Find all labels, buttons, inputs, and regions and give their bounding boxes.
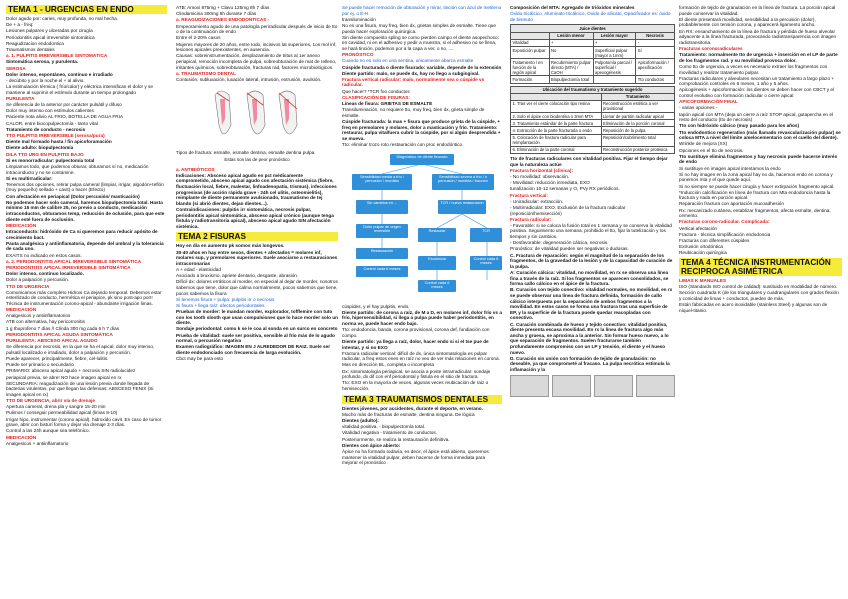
text-line: Reubicación quirúrgica (679, 250, 727, 256)
text-line: Vitalidad negativa - tratamiento de conductos. (342, 430, 438, 436)
text-line: Tto: endodoncia, banda, corona provisional, corona def, fundiación con compo. (342, 327, 490, 338)
text-line: Tto de fracturas radiculares con vitalidad positiva. Fijar el tiempo dejar que la naturaleza actúe (510, 156, 668, 167)
text-line: Cbct may be para esto (176, 356, 224, 362)
text-line: Cúspide fracturada o diente fisurado: variable, depende de la extensión (342, 64, 502, 70)
flow-r1: TCR / nueva restauración (438, 200, 486, 214)
table-title: Juice dientes (511, 25, 675, 32)
text-line: Dolor intenso, continuo localizado. (6, 271, 84, 277)
table-cell: Eliminación de la porción coronal (601, 120, 674, 127)
section-title-tema-2: TEMA 2 FISURAS (176, 232, 338, 241)
text-line: Se diferencia de la anterior por carácter pulsátil y difuso (6, 102, 122, 108)
column-2-text-top (176, 5, 338, 82)
flow-r3: TCR (470, 228, 502, 242)
table-row (511, 59, 675, 76)
text-line: - Uniradicular: extracción. (510, 198, 564, 204)
text-line: SECUNDARIA: reagudización de una lesión previa donde llegada de bacterias virulentas, por que llegan las defensas: ABSCESO FENIX (Si imagen apical en rx) (6, 380, 154, 397)
text-line: Dx: sintomatología periapical, se asocia a poste intrarradicular: sondaje profundo, dx dif con enf periodontal y fistula en el sitio de fractura. (342, 368, 491, 380)
table-cell: 4. Extracción de la parte fracturada o endo (511, 127, 602, 134)
text-line: DILA TTO URG EN PULPITIS BAJO (6, 151, 84, 157)
text-line: No es una fisura, muy freq, bien dx, grietas simples de esmalte. Tiene que pueda hacer exploración quirúrgica. (342, 22, 496, 34)
table-column-header (511, 32, 550, 39)
table-column-header: Necrosis (636, 32, 675, 39)
column-4 (510, 5, 675, 595)
text-line: Mucho más de fracturas de esmalte, dentina ninguna. De lógica (342, 411, 475, 417)
text-line: LIMAS K MANUALES (679, 277, 727, 283)
text-line: Fractura radicular: (510, 216, 552, 222)
text-line: Paciente nota alivio AL FRIO, BOTELLA DE AGUA FRIA (6, 114, 124, 120)
table-cell: Recubrimiento pulpar directo (MTA) / CaOH (549, 59, 593, 76)
text-line: Óxido tricálcico, Aluminato tricálcico, Óxido de silicato, Opacificador es: óxido de bismuto (510, 11, 671, 22)
table-cell: + (549, 39, 593, 46)
table-cell: Formación (511, 76, 550, 83)
text-line: ISO (Standards ISO control de calidad): sustituido en modalidad de número. (679, 284, 838, 290)
table-row (511, 134, 675, 146)
text-line: MEDICACIÓN (6, 434, 37, 440)
text-line: - varias opciones - (679, 105, 718, 111)
text-line: Si fisura + llega raíz: afectos periodontales (176, 302, 265, 308)
text-line: Si no siempre se puede hacer cirugía y hacer extirpación fragmento apical. (679, 183, 835, 189)
text-line: Asociado a bruxismo, apriete dentario, desgaste, abrasión. (176, 273, 299, 279)
text-line: Extrusión ortodóntica (679, 244, 724, 250)
text-line: Si tenemos fisura + pulpa: pulpitis irr o necrosis (176, 296, 275, 302)
table-cell: No (549, 46, 593, 58)
text-line: Control a las 24h aunque sea telefónico. (6, 428, 90, 434)
text-line: - Favorable: si se coloca la fusión total en 1 semana y se conserva la vitalidad positiva. Seguimiento una semana, prohibido el tto, fijar la tutelización y los tiempos y sin cambios. (510, 222, 672, 240)
table-row (511, 100, 675, 112)
table-row (511, 146, 675, 153)
text-line: A: Curación cálcica: vitalidad, no movilidad, en rx se observa una línea fina a través de la raíz. Si los fragmentos se aparecen consolidados, se forma callo cálcico en el ápice de la fractura. (510, 270, 669, 287)
text-line: B. Curación con tejido conectivo: vitalidad normales, no movilidad, en rx se puede observar una línea de fractura definida, formación de callo cálcico interpuesta por la separación de ambos fragmentos a la movilidad. En estos casos se forma una fractura tras una superficie de EP, y la superficie de la fractura puede quedar reacopladas con conectivo. (510, 287, 673, 321)
text-line: Fractura - técnica simplificación endodoncia (679, 231, 771, 237)
text-line: periapical previa, se abre! NO hace imagen apical en rx (6, 374, 122, 380)
flow-l2: Dolor pulpar de origen reversible (356, 224, 408, 238)
text-line: Clindamicina 300mg 6h durante 7 días (176, 11, 257, 17)
text-line: Fractura radicular vertical: difícil de dx, única sintomatología es pulpar radicular, a freq estos enes en raíz no veo de ver más relaciones en corona. (342, 350, 500, 362)
tooth-caption (176, 150, 338, 156)
table-cell: Biopulpectomía total (549, 76, 593, 83)
text-line: Limpiamos todo, que podemos obturar, obturamos sí no, medicación intraconducto y no se contamine. (6, 163, 149, 175)
text-line: Examen radiográfico: IMAGEN EN J ALREDEDOR DE RAIZ. Suele ser diente endodonciado con frecuencia de larga evolución. (176, 344, 331, 355)
text-line: transiluminación (342, 16, 376, 22)
section-title-tema-1: TEMA 1 - URGENCIAS EN ENDO (6, 5, 167, 14)
text-line: Fracturas radiculares y alveolares necesitan un tratamiento a largo plazo + comprobación controles en 6 meses, 1 año y 5 años. (679, 75, 835, 87)
text-line: Tenemos dos opciones, retirar pulpa cameral (limpiar, irrigar, algodón+teflón (muy pequeño) sellado + cavit) o hacer (Efecto) (6, 181, 164, 193)
antibiotics-heading: a. ANTIBIÓTICOS (176, 166, 215, 172)
trauma-table (510, 86, 675, 155)
text-line: Reagudizacion endodontica (6, 40, 64, 46)
text-line: Sondaje periodontal: como k se le coa al sonda en un surco en concreto (176, 326, 338, 332)
text-line: Que hacer? *TCR foo conductos (342, 88, 410, 94)
text-line: CLASIFICACIÓN DE FISURAS: (342, 94, 410, 100)
text-line: PURULENTA: ABSCESO APICAL AGUDO (6, 338, 98, 343)
text-line: Traumatismos dentales (6, 46, 55, 52)
text-line: No podemos hacer solo cameral, haremos biopulpectomía total. Hasta mínimo 15 mm de calibre 25, no previo a conducto, medicación intraconductos, obturamos temp, reducción de oclusión, para que este diente esté fuera de occlusión. (6, 199, 165, 222)
text-line: La estimulación térmica ( frío/calor) y eléctrica intensifican el dolor y se mantiene al suprimir el estímulo durante un tiempo prolongado (6, 84, 153, 95)
column-3-text-top (342, 5, 502, 148)
text-line: a. 2. PERIODONTITIS APICAL IRREVERSIBLE SINTOMÁTICA (6, 258, 142, 264)
text-line: Composición del MTA: Agregado de trióxidos minerales (510, 5, 635, 10)
table-row (511, 113, 675, 120)
column-3 (342, 5, 502, 595)
table-cell: 2. Solo el ápice con biodentina o 3mm MTA (511, 113, 602, 120)
text-line: Fracturas corono-radicular. Complicada: (679, 219, 770, 225)
text-line: Tto: eliminar trozo roto restauración con proc endodóntico. (342, 141, 464, 147)
text-line: Tratamiento de conducto - necrosis (6, 126, 86, 132)
column-2-text-mid (176, 173, 338, 230)
table-row (511, 127, 675, 134)
text-line: Fracturas coronoradiculares (679, 45, 743, 51)
text-line: Sin diente compuesto spling se como pierden campo el diente asopechoso: en cavidad, ni en el adhesivo y pedir a muestra, si el adhesivo no se llena, se hará tinción, podemos por a la capa a ver, o no, .... (342, 34, 499, 51)
column-5 (679, 5, 842, 595)
table-column-header: Lesión menor (549, 32, 593, 39)
text-line: De + a - freq: (6, 22, 34, 28)
table-cell: Vitalidad (511, 39, 550, 46)
text-line: Si sustituye en imagen apical intentamos la endo (679, 165, 781, 171)
text-line: Sección cuadrada K (de los triangulares y cuadrangulares con grados flexión y conicidad de limas + conductos, pueden de más. (679, 290, 839, 301)
section-title-tema-3: TEMA 3 TRAUMATISMOS DENTALES (342, 395, 502, 404)
text-line: Líneas de fisura: GRIETAS DE ESMALTE (342, 101, 433, 107)
text-line: Opciones en el tto de necrosis. (679, 147, 744, 153)
table-row (511, 39, 675, 46)
table-cell: Pulpotomía parcial / superficial / apexogénesis (593, 59, 636, 76)
text-line: Tto sustituye elimina fragmentos y hay necrosis puede hacerse interés de endo (679, 153, 838, 165)
table-cell: 1. Tras ver el cierre colocación tipo resina (511, 100, 602, 112)
text-line: Prueba de vitalidad: suele ser positiva, sensible al frío más de lo agudo normal, o percusión negativa (176, 332, 335, 344)
text-line: Vertical afectación (679, 225, 718, 231)
text-line: a. 1. PULPITIS IRREVERSIBLE SINTOMÁTICA (6, 53, 108, 59)
flow-r4: Exodoncia (418, 256, 456, 270)
table-cell: Reconstrucción estética a ver provisional (601, 100, 674, 112)
text-line: Dientes con ápice abierto: (342, 442, 401, 448)
text-line: Diente mal formado hasta / fin apicoforamación (6, 139, 112, 145)
flow-r6: Control cada 6 meses (418, 280, 456, 292)
flow-right: Sensibilidad severa a frío / o percusión / mordida / tracción (432, 174, 494, 190)
text-line: - Movilidad: reducción inmediata, EXO (510, 180, 590, 186)
text-line: - decúbito y por la noche el + al alivio. (6, 77, 85, 83)
table-cell: Superficial pulpar (mayor a 1mm) (593, 46, 636, 58)
text-line: a. TRAUMATISMO DENTAL (176, 70, 236, 76)
text-line: Diente partido: de corona a raíz, de M a D, en molares inf, dolor frío vs a frío, hipersensibilidad, si llega a pulpa puede haber periodontitis, en norma ve, puede hacer endo bajo. (342, 309, 502, 326)
table-cell: Exposición pulpar (511, 46, 550, 58)
table-cell: + (593, 39, 636, 46)
text-line: Pruebas de morder: le mandan morder, explorador, tofflemire con tuto con los tooth slooth que usan compulsiones que lo hace morder solo un diente. (176, 309, 338, 326)
flow-root: Diagnóstico de diente fisurado (390, 154, 454, 165)
dientes-table (510, 24, 675, 83)
text-line: MEDICACIÓN (6, 307, 37, 313)
section-title-tema-4: TEMA 4 TÉCNICA INSTRUMENTACIÓN RECIPROCA ASIMÉTRICA (679, 258, 842, 276)
text-line: Contusión, subluxación, luxación lateral, intrusión, extrusión, avulsión. (176, 76, 322, 82)
table-column-header: Lesión mayor (593, 32, 636, 39)
diagnosis-flowchart (342, 152, 502, 300)
table-row (511, 76, 675, 83)
text-line: Transiluminación, no requiere tto, muy freq, bien dx, grieta simple de esmalte. (342, 107, 485, 118)
text-line: tunalización 10-12 semanas y O, PVy RX periódicos. (510, 186, 620, 192)
text-line: Analgesicos + antiinflamatorio (6, 440, 69, 446)
text-line: Wrinkle de mejora (XX) (679, 141, 728, 147)
text-line: TTO DE URGENCIA, abrir vía de drenaje (6, 398, 95, 404)
text-line: 1 g Ibuprofeno 7 días // Clinda 300 mg cada 6 h 7 días (6, 325, 120, 331)
text-line: Sintomática serosa, y purulenta. (6, 59, 79, 65)
xray-thumbnails (510, 375, 675, 397)
text-line: Analgesicos y antiinflamatorios (6, 313, 71, 319)
text-line: Se diferencia por necrosis, en la que se ha el apical, dolor muy intenso, pulsatil localizado e irradiado, dolor a palpación y percusión. (6, 344, 155, 355)
text-line: - Desfavorable: degeneración cálcica, necrosis. (510, 240, 609, 246)
column-3-text-rest (342, 406, 502, 466)
text-line: Hoy en día en aumento pk somos más longevos. (176, 243, 285, 249)
text-line: Dolor a palpación y percusión. (6, 277, 70, 283)
text-line: Periodontitis apical irreversible sintomática (6, 34, 95, 40)
text-line: Con afectación en periapical (Dolor percusión/ masticación) (6, 193, 140, 199)
table-cell: Sí (636, 46, 675, 58)
text-line: Apertura cameral, drena pla y sangre 15-20 min (6, 404, 106, 410)
column-4-text-top (510, 5, 675, 22)
text-line: Puede ser primario o secundario (6, 362, 74, 368)
xray-image (552, 375, 591, 397)
column-2-text-rest (176, 243, 338, 361)
xray-image (594, 375, 633, 397)
text-line: Si es multirradicular: (6, 175, 53, 181)
table-title: Ubicación del traumatismo y tratamiento sugerido (511, 86, 675, 93)
xray-image (636, 375, 675, 397)
text-line: - Multirradicular: EXO. Exclusión de la fractura radicular (reposición/hemisección) (510, 204, 626, 216)
text-line: Cuando no es solo en una sentina, unicamente abarca esmalte (342, 58, 474, 64)
text-line: C. Curación combinada de hueso y tejido conectivo: vitalidad positiva, diente presenta escasa movilidad. En rx la línea de fractura algo más ancha y gruesa, se aproxima a la anterior. Sin formar hueso nuevo, a lo que separación de fragmentos. Suelen fracturarse también profundamente compromiso con un LP y tensión, el diente y el hueso nuevo. (510, 321, 669, 355)
text-line: Tto: EXO en la mayoría de veces, algunas veces reubicación de raiz o hemisección. (342, 380, 489, 392)
text-line: Entre el 2-20% casos (176, 35, 221, 41)
text-line: Cúspide fracturada: la mas + fisura que produce grieta de la cúspide, + freq en premolares y molares, dolor a masticación y frío. Tratamiento: restaurar, pulpa vitalfuera cubrir la cúspide, por si algún desprendida + se mueva. (342, 119, 501, 141)
text-line: Contraindicaciones: pulpitis irr sintomática, necrosis pulpar, periodontitis apical sintomática, absceso apical crónico (aunque tenga fistula y radiotransitoria apical), absceso apical agudo SIN afectación sistémica. (176, 207, 334, 229)
text-line: Tipos de fractura: esmalte, esmalte dentina, esmalte dentina pulpa. (176, 150, 316, 156)
text-line: EXAITS no indicado en estos casos. (6, 252, 82, 258)
text-line: PERIODONTITIS APICAL IRREVERSIBLE SINTOMÁTICA (6, 264, 131, 270)
text-line: Dolor intenso, espontáneo, continuo e irradiado (6, 71, 113, 77)
table-cell: Reposición/cubrimiento total (601, 134, 674, 146)
text-line: Fractura vertical radicular: malo, normalmente sea o cúspide vs radicular. (342, 76, 485, 88)
text-line: Reparación fractura con aportación mucoadhesión (679, 201, 785, 207)
text-line: Diente partido: malo, se puede dx, hay no llego a subgingival. (342, 70, 480, 76)
table-row (511, 46, 675, 58)
text-line: Irrigar hipo, instrumentar (corono apical), hidroxido cavit. En caso de tumor grave, abrir con bisturí forma y dejar vía drenaje 2-3 días. (6, 416, 162, 428)
column-2 (176, 5, 338, 595)
table-cell: 5. Colocación de fractura radicular para reimplantación (511, 134, 602, 146)
flow-l1: Sin cambios en ... (356, 200, 408, 214)
text-line: Fractura vertical: (510, 192, 549, 198)
table-cell: Apicoformación / apexificación (636, 59, 675, 76)
text-line: El diente presentará movilidad, sensibilidad a la percusión (dolor), probablemente con tensión corona, y aparecerá ligamento ancho. (679, 16, 816, 28)
text-line: Apicogénesis + apicoformación: los dientes se deben hacer con CBCT y el control evolutivo con formación radicular o cierre apical (679, 87, 835, 99)
column-5-text-end (679, 278, 842, 313)
column-1 (6, 5, 167, 595)
table-cell: 6. Eliminación de la parte coronal (511, 146, 602, 153)
flow-l3: Restauración (356, 248, 408, 259)
text-line: Diente adulto: biopulpectomía (6, 145, 74, 151)
text-line: APICOFORMACIÓN FINAL (679, 99, 738, 105)
column-1-text (6, 16, 167, 446)
text-line: Tto endodontico regenerativo (más llamado revascularización pulpar) se coloca MTA a nivel del límite amelocementario con el cuello del diente). (679, 129, 841, 141)
text-line: PRONÓSTICO (342, 52, 374, 58)
text-line: Fracturas con diferentes cúspides (679, 238, 750, 243)
column-4-text-rest (510, 156, 675, 372)
text-line: Tto con hidróxido cálcico (muy pasado para los años) (679, 123, 800, 129)
text-line: Puede aparecer, principalmente, fiebre, cel-lulitis. (6, 355, 109, 361)
flow-r5: Control cada 6 meses (470, 256, 502, 270)
text-line: D. Curación sin unión con formación de tejido de granulación: no deseable, ya que comprometé al fracaso. La pulpa necrótica estimula la inflamación y la (510, 355, 670, 372)
table-cell: - (636, 39, 675, 46)
text-line: Tratamiento: normalmente tto de urgencia + inserción en el LP de parte de los fragmentos rad. y su movilidad provoca dolor. (679, 52, 838, 63)
text-line: ATB con alternativa, hay pericorronitis (6, 319, 85, 325)
text-line: formación de tejido de granulación en la línea de fractura. La porción apical puede conservar la vitalidad. (679, 5, 836, 16)
text-line: Dolor agudo por: caries, muy profunda, no mal hecha. (6, 16, 119, 21)
column-3-text-after (342, 304, 502, 392)
text-line: Rx: mecanizado cutánea, entablizar fragmentos, afecta esmalte, dentina, cemento. (679, 207, 831, 219)
text-line: Si no hay imagen en la zona apical hay no da, hacemos endo en corona y ponemos mta y el que quede aquí. (679, 171, 833, 183)
text-line: Pronóstico: de vitalidad pueden ser negativas o dudosas. (510, 246, 629, 252)
table-cell: Reposición de la pulpa (601, 127, 674, 134)
text-line: Causas: sobreinstrumentación, desplazamiento de tritus al 1er anexo periapical, remoción incompleta de pulpa, sobreobturación de mat de relleno, irritantes químicos, sobreobturación, fracturas rad, factores microbiológicos. (176, 53, 337, 70)
text-line: a. REAGUDIZACIONES ENDODONTICAS - (176, 17, 270, 23)
text-line: Comunicamos más completo Hidroxi Ca dejando temporal. Debemos estar esterilizado de conducto, hermética el periapice, pk sino post-apo por!! Técnica de instrumentación corono-apical - abundante irrigación limas. (6, 289, 162, 306)
text-line: ATB: Amoxi 875mg + Clavu 125mg 8h 7 días (176, 5, 270, 10)
text-line: Empeoramiento agudo de una patología periradicular después de inicio de tto o de la continuación de endo (176, 23, 338, 35)
text-line: Como tto de urgencia, a veces es necesario extraer los fragmentos con movilidad y realizar tratamiento pulpar. (679, 63, 828, 75)
text-line: Se puede hacer remoción de obturación y mirar, tinción con azul de metileno por ej, o E-H. (342, 5, 502, 16)
tooth-caption-label: Estas son las de peor pronóstico (224, 157, 290, 163)
text-line: SEROSA (6, 65, 26, 71)
text-line: CALOR, entre biocopulpectomía - tanto vital (6, 120, 98, 126)
table-cell (593, 76, 636, 83)
text-line: Indicaciones: Absceso apical agudo en pct médicamente comprometido, absceso apical agudo con afectación sistémica (fiebre, fluctuación local, fiebre, malestar, linfoadenopatía, trismus), infecciones progresivas (de acción rápida grave - 24h cel ulitis, osteomielitis), reimplante de diente permanente avulsionado, traumatismo de tej blando (si abrió dientes, dejan dientes...). (176, 172, 337, 206)
xray-image (510, 375, 549, 397)
text-line: Están fabricadas en acero inoxidable (stainless Steel) y algunas son de níquel-titanio. (679, 302, 828, 313)
text-line: PERIODONTITIS APICAL AGUDA SINTOMÁTICA (6, 331, 113, 337)
text-line: Difícil dx: dolores erráticos al morder, en especial al dejar de morder, nosotros sabemos que tiene, dolor que calma normalmente, pocos sabemos que tiene, pocos sabemos la fisura (176, 279, 338, 296)
text-line: Dolor muy intenso con estímulos calientes (6, 108, 94, 114)
tooth-illustrations (209, 85, 305, 147)
text-line: 30-40 años en hay entre sexos, dientes + afectados = molares inf, molares sup, y premolares superiores. Suele asociarse a restauraciones intracoronarias (176, 249, 338, 266)
text-line: PRIMARIO: absceso apical agudo + necrosis SIN radiolucidez (6, 368, 136, 374)
text-line: Mas en dirección BL, completa o incompleta (342, 362, 434, 368)
text-line: Si es monorradicular: pulpectomía total (6, 157, 95, 163)
text-line: Diente partido: ya llega a raíz, dolor, hacer endo si si el tse pue de intentar, y si no EXO (342, 338, 489, 350)
text-line: cúspides, y el hay pulpitis, endo. (342, 303, 410, 309)
text-line: MEDICACIÓN (6, 222, 37, 228)
flow-r2: Restaurar (418, 228, 456, 242)
table-cell: Tratamiento / en función de la región apical (511, 59, 550, 76)
table-cell: Llenar de partión radicular apical (601, 113, 674, 120)
column-5-text-rest (679, 46, 842, 256)
text-line: - No movilidad: observación. (510, 173, 570, 179)
text-line: vitalidad positiva. - biopulpectomía total. (342, 424, 426, 430)
text-line: TTO DE URGENCIA (6, 283, 50, 289)
table-column-header (511, 93, 602, 100)
text-line: *Inducción calcificación en línea de fractura con Mta endodoncia hasta la fractura y nada en porción apical. (679, 189, 831, 201)
text-line: tapón apical con MTA (deja un cierre a raíz STOP apical, gutapercha en el resto del conducto (tto de necrosis) (679, 111, 833, 123)
text-line: C. Fractura de reparación: según el magnitud de la separación de los fragmentos, de la gravedad de la lesión y de la capacidad de curación de la pulpa. (510, 252, 673, 269)
table-cell: Tto conductos (636, 76, 675, 83)
text-line: Ápice no ha formado todavía, es decir, el ápice está abierto, queremos mantener la vitalidad pulpar, deben hacerse de forma inmediata para mejorar el pronóstico (342, 448, 489, 466)
text-line: Posteriormente, se realiza la restauración definitiva. (342, 436, 450, 442)
text-line: A + edad - elasticidad (176, 266, 221, 272)
text-line: En RX: ensanchamiento de la línea de fractura y pérdida de hueso alveolar adyacente a la línea fracturada, provocando radiotransparencia con imagen radiotransitoria. (679, 28, 837, 45)
table-cell: 3. Tratamiento estándar de la parte fractura (511, 120, 602, 127)
table-column-header: Tratamiento (601, 93, 674, 100)
text-line: Lesiones pulpares y ulceradas por cirugía (6, 28, 93, 34)
text-line: Dientes (adulto): (342, 418, 379, 423)
flow-left: Sensibilidad media a frío / percusión / mordida (352, 174, 412, 190)
text-line: Pauta analgésica y antiinflamatoria, depende del umbral y la tolerancia de cada uno. (6, 240, 164, 252)
text-line: Pulimos / conseguir permeabilidad apical (limas 8-10) (6, 410, 118, 416)
text-line: Intraconducto: hidróxido de Ca si queremos para reducir apósito de crecimiento bact. (6, 229, 158, 240)
text-line: Mujeres mayores de 20 años, entre todo, incisivos lat superiores, 1os mol inf, lesiones apicales preexistentes, en ausencia. (176, 41, 337, 53)
text-line: TTO PULPITIS IRREVERSIBLE (serosa/pura) (6, 132, 105, 138)
text-line: PURULENTA (6, 95, 35, 101)
flow-l4: Control cada 6 meses (356, 266, 408, 277)
text-line: Fractura horizontal (clinica): (510, 167, 574, 173)
text-line: Dientes jóvenes, por accidentes, durante el deporte, en verano. (342, 405, 483, 411)
table-row (511, 120, 675, 127)
column-5-text-top (679, 5, 842, 45)
table-cell: Reconstrucción posterior protésica (601, 146, 674, 153)
